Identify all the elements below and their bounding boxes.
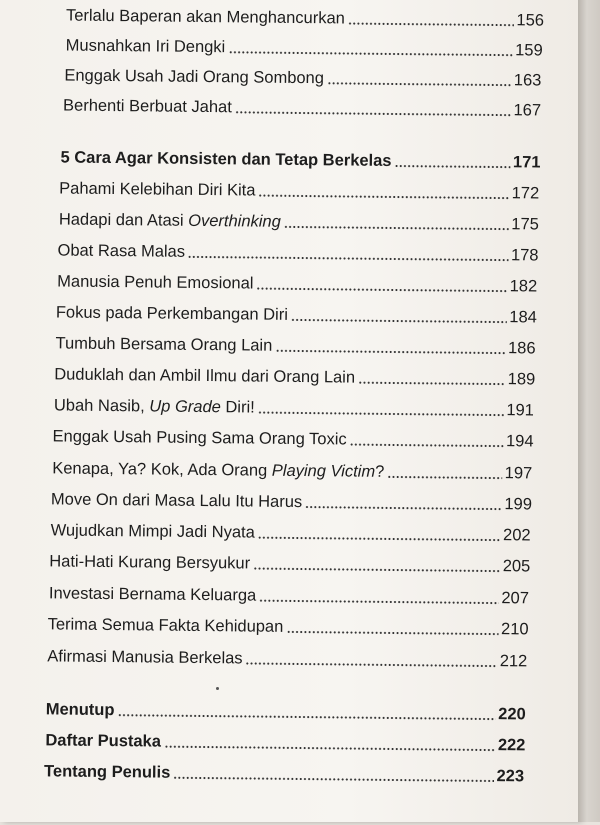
toc-entry-title: Berhenti Berbuat Jahat xyxy=(62,96,232,117)
toc-entry xyxy=(63,92,541,121)
toc-entry-title: Pahami Kelebihan Diri Kita xyxy=(59,179,256,200)
toc-entry-title: Enggak Usah Pusing Sama Orang Toxic xyxy=(52,427,347,449)
toc-entry-page: 171 xyxy=(512,153,541,172)
toc-entry xyxy=(59,205,539,234)
toc-entry xyxy=(54,391,534,420)
toc-entry xyxy=(49,579,529,608)
toc-entry-page: 156 xyxy=(516,11,545,30)
toc-entry xyxy=(66,2,544,31)
toc-entry-title: Wujudkan Mimpi Jadi Nyata xyxy=(50,521,255,542)
toc-entry-title: Fokus pada Perkembangan Diri xyxy=(55,303,289,324)
toc-entry-title: Kenapa, Ya? Kok, Ada Orang Playing Victim? xyxy=(52,459,385,481)
toc-entry xyxy=(54,360,535,389)
toc-entry xyxy=(52,454,532,483)
toc-entry-title: Manusia Penuh Emosional xyxy=(57,272,254,293)
toc-entry xyxy=(57,267,537,296)
toc-entry-page: 159 xyxy=(515,41,543,60)
toc-entry-page: 186 xyxy=(507,339,536,358)
dot-leader xyxy=(228,51,513,56)
toc-entry xyxy=(53,422,534,451)
dot-leader xyxy=(188,256,509,261)
toc-entry xyxy=(66,32,543,61)
dot-leader xyxy=(246,662,498,667)
dot-leader xyxy=(305,506,502,510)
toc-entry-page: 189 xyxy=(507,370,536,389)
dot-leader xyxy=(256,288,507,293)
toc-entry-page: 172 xyxy=(511,184,540,203)
toc-entry xyxy=(64,62,541,91)
dot-leader xyxy=(253,568,501,573)
toc-entry xyxy=(59,174,539,203)
toc-entry-page: 197 xyxy=(504,464,533,483)
toc-entry-title: Hadapi dan Atasi Overthinking xyxy=(58,210,281,231)
dot-leader xyxy=(258,412,505,417)
page-edge xyxy=(578,0,600,822)
toc-entry-title: Duduklah dan Ambil Ilmu dari Orang Lain xyxy=(54,365,356,387)
toc-entry-title: Menutup xyxy=(45,700,115,720)
dot-leader xyxy=(387,476,502,479)
toc-entry-title: Terima Semua Fakta Kehidupan xyxy=(47,615,284,636)
toc-entry-title: Tentang Penulis xyxy=(44,762,171,782)
toc-entry-page: 220 xyxy=(498,705,526,724)
toc-entry-page: 175 xyxy=(511,215,539,234)
toc-entry xyxy=(49,547,530,576)
dot-leader xyxy=(358,382,506,386)
toc-entry-page: 191 xyxy=(506,401,534,420)
dot-leader xyxy=(117,714,496,720)
toc-entry xyxy=(55,329,535,358)
toc-entry-title: Enggak Usah Jadi Orang Sombong xyxy=(64,66,325,88)
toc-entry-title: Tumbuh Bersama Orang Lain xyxy=(55,334,273,355)
dot-leader xyxy=(394,165,510,168)
toc-entry-page: 163 xyxy=(513,71,542,90)
toc-entry-page: 210 xyxy=(500,620,529,639)
dot-leader xyxy=(284,226,509,230)
dot-leader xyxy=(258,537,501,542)
toc-entry-page: 182 xyxy=(509,277,538,296)
toc-entry-title: Obat Rasa Malas xyxy=(57,241,186,261)
toc-entry-page: 223 xyxy=(496,767,525,786)
dot-leader xyxy=(173,777,494,782)
toc-section-entry xyxy=(45,726,525,755)
toc-entry xyxy=(56,298,537,327)
toc-entry xyxy=(48,610,529,639)
toc-entry-title: Investasi Bernama Keluarga xyxy=(48,584,257,605)
toc-entry-page: 199 xyxy=(504,495,533,514)
toc-entry-title: Terlalu Baperan akan Menghancurkan xyxy=(65,6,345,28)
toc-entry-title: Hati-Hati Kurang Bersyukur xyxy=(49,552,251,573)
toc-entry xyxy=(51,516,531,545)
toc-section-entry xyxy=(60,143,540,172)
toc-entry xyxy=(47,642,527,671)
dot-leader xyxy=(259,600,499,605)
dot-leader xyxy=(258,195,509,200)
toc-entry-page: 212 xyxy=(499,652,528,671)
toc-section-entry xyxy=(44,757,524,786)
ink-speck xyxy=(216,687,219,690)
toc-entry-page: 222 xyxy=(497,736,526,755)
dot-leader xyxy=(286,631,499,635)
toc-entry-page: 205 xyxy=(502,557,531,576)
toc-section-entry xyxy=(46,695,526,724)
toc-entry-title: Move On dari Masa Lalu Itu Harus xyxy=(50,490,303,512)
dot-leader xyxy=(291,319,507,323)
toc-entry-page: 202 xyxy=(502,526,531,545)
toc-entry-page: 178 xyxy=(510,246,539,265)
dot-leader xyxy=(350,444,504,448)
toc-entry-page: 194 xyxy=(505,432,534,451)
toc-entry xyxy=(51,485,532,514)
toc-entry-title: Musnahkan Iri Dengki xyxy=(65,36,226,57)
dot-leader xyxy=(327,82,512,86)
dot-leader xyxy=(348,22,515,26)
toc-entry xyxy=(57,236,538,265)
dot-leader xyxy=(235,111,512,116)
toc-entry-title: Daftar Pustaka xyxy=(45,731,162,751)
toc-entry-page: 207 xyxy=(501,589,530,608)
toc-entry-page: 184 xyxy=(509,308,537,327)
toc-entry-title: Afirmasi Manusia Berkelas xyxy=(47,647,243,668)
toc-entry-title: 5 Cara Agar Konsisten dan Tetap Berkelas xyxy=(60,148,392,170)
toc-entry-page: 167 xyxy=(513,101,542,120)
dot-leader xyxy=(164,746,496,751)
toc-entry-title: Ubah Nasib, Up Grade Diri! xyxy=(53,396,255,417)
dot-leader xyxy=(275,350,506,354)
